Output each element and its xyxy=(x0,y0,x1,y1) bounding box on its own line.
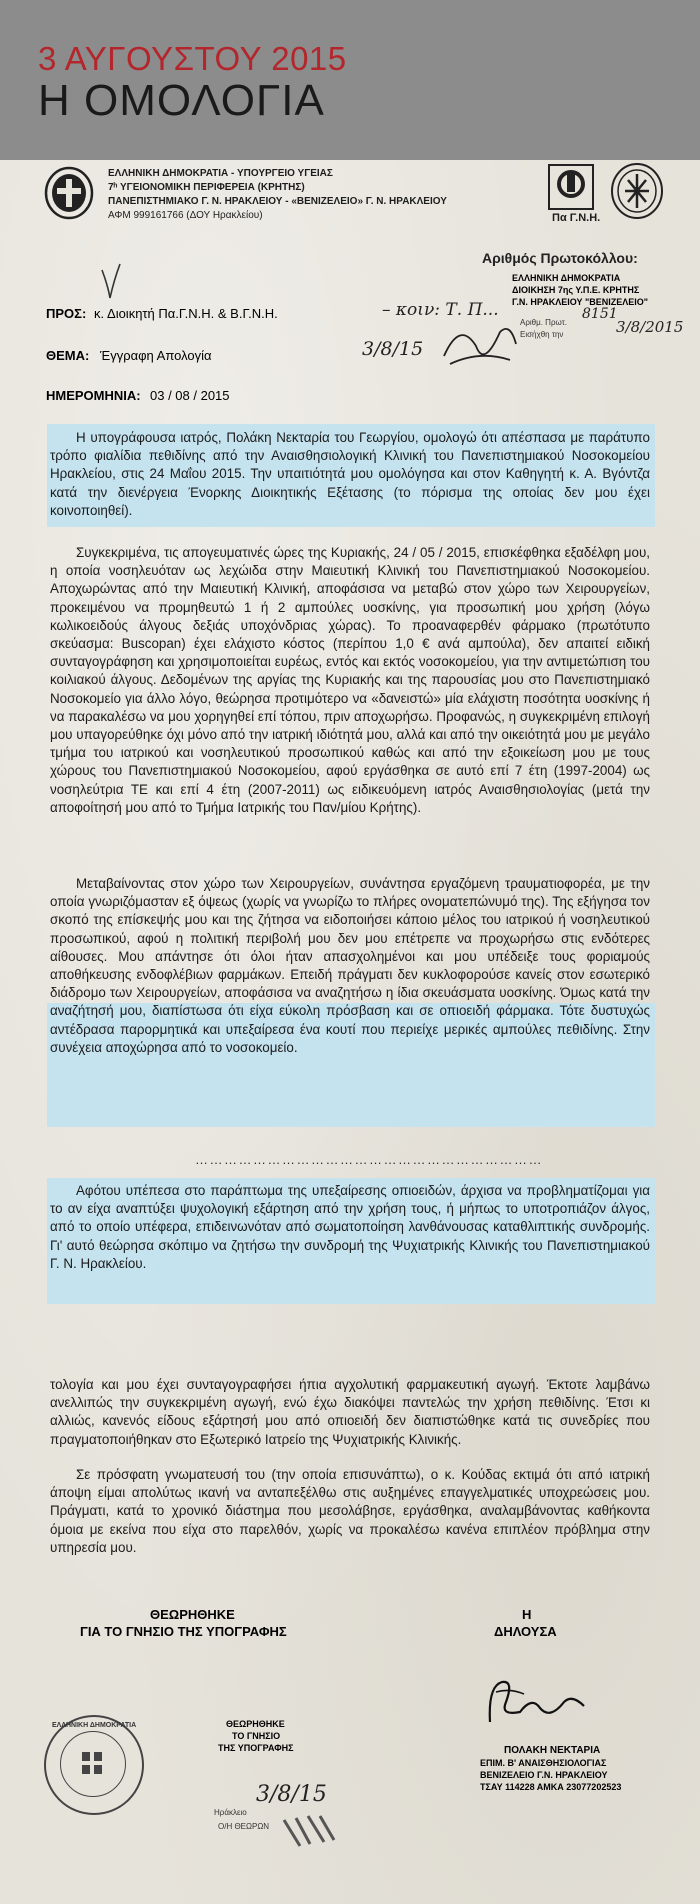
verify-stamp-l2: ΤΟ ΓΝΗΣΙΟ xyxy=(232,1731,281,1741)
protocol-stamp-line2: ΔΙΟΙΚΗΣΗ 7ης Υ.Π.Ε. ΚΡΗΤΗΣ xyxy=(512,285,640,295)
letterhead-line4: ΑΦΜ 999161766 (ΔΟΥ Ηρακλείου) xyxy=(108,210,263,221)
letterhead-line3: ΠΑΝΕΠΙΣΤΗΜΙΑΚΟ Γ. Ν. ΗΡΑΚΛΕΙΟΥ - «ΒΕΝΙΖΕΛΕΙΟ» Γ. Ν. ΗΡΑΚΛΕΙΟΥ xyxy=(108,196,447,207)
header-band xyxy=(0,0,700,160)
paragraph-confession: Η υπογράφουσα ιατρός, Πολάκη Νεκταρία του Γεωργίου, ομολογώ ότι απέσπασα με παράτυπο τρόπο φιαλίδια πεθιδίνης από την Αναισθησιολογική Κλινική του Πανεπιστημιακού Νοσοκομείου Ηρακλείου, στις 24 Μαΐου 2015. Την υπαιτιότητά μου ομολόγησα και στον Καθηγητή κ. Α. Βγόντζα κατά την διενέργεια Ένορκης Διοικητικής Εξέτασης (το πόρισμα της οποίας δεν μου έχει κοινοποιηθεί). xyxy=(50,430,650,518)
left-sign-line2: ΓΙΑ ΤΟ ΓΝΗΣΙΟ ΤΗΣ ΥΠΟΓΡΑΦΗΣ xyxy=(80,1624,287,1639)
declarant-role2: ΒΕΝΙΖΕΛΕΙΟ Γ.Ν. ΗΡΑΚΛΕΙΟΥ xyxy=(480,1770,608,1780)
verify-stamp-l1: ΘΕΩΡΗΘΗΚΕ xyxy=(226,1719,285,1729)
header-title: Η ΟΜΟΛΟΓΙΑ xyxy=(38,76,325,125)
header-date: 3 ΑΥΓΟΥΣΤΟΥ 2015 xyxy=(38,40,347,77)
protocol-stamp-date: 3/8/2015 xyxy=(616,318,684,336)
pros-value: κ. Διοικητή Πα.Γ.Ν.Η. & Β.Γ.Ν.Η. xyxy=(94,306,278,321)
pagnh-logo-icon xyxy=(548,164,594,210)
protocol-stamp-arith: Αριθμ. Πρωτ. xyxy=(520,318,568,327)
paragraph-psychiatric: Αφότου υπέπεσα στο παράπτωμα της υπεξαίρεσης οπιοειδών, άρχισα να προβληματίζομαι για το αν είχα αναπτύξει ψυχολογική εξάρτηση από την χρήση τους, ή μήπως το υποτροπιάζον άλγος, από το οποίο υπέφερα, επιδεινωνόταν από σωματοποίηση λανθάνουσας καταθλιπτικής συνδρομής. Γι' αυτό θεώρησα σκόπιμο να ζητήσω την συνδρομή της Ψυχιατρικής Κλινικής του Πανεπιστημιακού Γ. Ν. Ηρακλείου. xyxy=(50,1183,650,1271)
protocol-stamp-eiseo: Εισήχθη την xyxy=(520,330,564,339)
protocol-stamp-line3: Γ.Ν. ΗΡΑΚΛΕΙΟΥ "ΒΕΝΙΖΕΛΕΙΟ" xyxy=(512,297,649,307)
left-sign-line1: ΘΕΩΡΗΘΗΚΕ xyxy=(150,1607,235,1622)
thema-label: ΘΕΜΑ: xyxy=(46,348,90,363)
signature-scribble-icon xyxy=(440,316,520,376)
paragraph-surgery-visit xyxy=(50,875,650,1057)
verify-stamp-l4: Ο/Η ΘΕΩΡΩΝ xyxy=(218,1822,270,1831)
verify-signature-icon xyxy=(280,1810,340,1850)
paragraph-treatment: τολογία και μου έχει συνταγογραφήσει ήπια αγχολυτική φαρμακευτική αγωγή. Έκτοτε λαμβάνω ανελλιπώς την συγκεκριμένη αγωγή, ενώ έχω διακόψει παντελώς την χρήση πεθιδίνης. Έτσι κι αλλιώς, κανενός είδους εξάρτησή μου από οπιοειδή δεν διαπιστώθηκε κατά τις συνεδρίες που πραγματοποιήθηκαν στο Εξωτερικό Ιατρείο της Ψυχιατρικής Κλινικής. xyxy=(50,1377,650,1447)
thema-value: Έγγραφη Απολογία xyxy=(100,348,212,363)
protocol-stamp-number: 8151 xyxy=(582,306,618,322)
verify-stamp-date: 3/8/15 xyxy=(256,1782,327,1807)
paragraph-fitness: Σε πρόσφατη γνωματευσή του (την οποία επισυνάπτω), ο κ. Κούδας εκτιμά ότι από ιατρική άποψη είμαι απολύτως ικανή να ανταπεξέλθω στις αυξημένες επαγγελματικές υποχρεώσεις μου. Πράγματι, κατά το χρονικό διάστημα που μεσολάβησε, εργάσθηκα, αναλαμβάνοντας καθήκοντα όμοια με εκείνα που είχα στο παρελθόν, χωρίς να προκαλέσω κανένα επιπλέον πρόβλημα στην υπηρεσία μου. xyxy=(50,1467,650,1555)
declarant-role1: ΕΠΙΜ. Β' ΑΝΑΙΣΘΗΣΙΟΛΟΓΙΑΣ xyxy=(480,1758,607,1768)
declarant-ids: ΤΣΑΥ 114228 ΑΜΚΑ 23077202523 xyxy=(480,1782,622,1792)
pros-handwritten: – κοιν: Τ. Π... xyxy=(382,300,499,320)
right-sign-line2: ΔΗΛΟΥΣΑ xyxy=(494,1624,557,1639)
surgery-visit-part2: Επειδή πράγματι δεν κυκλοφορούσε κανείς στον εσωτερικό διάδρομο των Χειρουργείων, αποφάσισα να αναζητήσω η ίδια σκευάσματα υοσκίνης. Όμως κατά την αναζήτησή μου, διαπίστωσα ότι είχα εύκολη πρόσβαση και σε οπιοειδή φάρμακα. Τότε δυστυχώς αντέδρασα παρορμητικά και υπεξαίρεσα ένα κουτί που περιείχε μερικές αμπούλες πεθιδίνης. Στην συνέχεια αποχώρησα από το νοσοκομείο. xyxy=(50,967,650,1055)
verify-stamp-l3: ΤΗΣ ΥΠΟΓΡΑΦΗΣ xyxy=(218,1743,294,1753)
protocol-stamp-line1: ΕΛΛΗΝΙΚΗ ΔΗΜΟΚΡΑΤΙΑ xyxy=(512,273,621,283)
venizeleio-logo-icon xyxy=(610,162,664,220)
round-seal-text: ΕΛΛΗΝΙΚΗ ΔΗΜΟΚΡΑΤΙΑ xyxy=(52,1722,137,1729)
pagnh-logo-text: Πα Γ.Ν.Η. xyxy=(552,212,601,224)
check-mark-icon xyxy=(100,262,122,302)
letterhead-line1: ΕΛΛΗΝΙΚΗ ΔΗΜΟΚΡΑΤΙΑ - ΥΠΟΥΡΓΕΙΟ ΥΓΕΙΑΣ xyxy=(108,168,333,179)
pros-label: ΠΡΟΣ: xyxy=(46,306,87,321)
paragraph-details: Συγκεκριμένα, τις απογευματινές ώρες της Κυριακής, 24 / 05 / 2015, επισκέφθηκα εξαδέλφη μου, η οποία νοσηλευόταν ως λεχώιδα στην Μαιευτική Κλινική του Πανεπιστημιακού Νοσοκομείου. Αποχωρώντας από την Μαιευτική Κλινική, αποφάσισα να μεταβώ στον χώρο των Χειρουργείων, προκειμένου να προμηθευτώ 1 ή 2 αμπούλες υοσκίνης, για προσωπική μου χρήση (λόγω κωλικοειδούς άλγους δεξιάς υποχόνδριας χώρας). Το προαναφερθέν φάρμακο (πρωτότυπο σκεύασμα: Buscopan) έχει ελάχιστο κόστος (περίπου 1,0 € ανά αμπούλα), δεν απαιτεί ειδική συνταγογράφηση και χρησιμοποιείται ευρέως, εντός και εκτός νοσοκομείου, για την αντιμετώπιση του κοιλιακού άλγους. Δεδομένων της αργίας της Κυριακής και της παρουσίας μου στο Πανεπιστημιακό Νοσοκομείο για άλλο λόγο, θεώρησα προτιμότερο να «δανειστώ» μία ελάχιστη ποσότητα υοσκίνης ή να παρακαλέσω να μου χορηγηθεί επί τόπου, πριν αποχωρήσω. Προφανώς, η συγκεκριμένη επιλογή μου υπαγορεύθηκε όχι μόνο από την ιατρική ιδιότητά μου, αλλά και από την οικειότητά μου με μεγάλο τμήμα του ιατρικού και νοσηλευτικού προσωπικού καθώς και από την εξοικείωση μου με τους χώρους του Πανεπιστημιακού Νοσοκομείου, αφού εργάσθηκα σε αυτό επί 7 έτη (1997-2004) ως νοσηλεύτρια ΤΕ και επί 4 έτη (2007-2011) ως ειδικευόμενη ιατρός Αναισθησιολογίας (μετά την αποφοίτησή μου από το Τμήμα Ιατρικής του Παν/μίου Κρήτης). xyxy=(50,545,650,815)
protocol-label: Αριθμός Πρωτοκόλλου: xyxy=(482,250,638,266)
declarant-signature-icon xyxy=(480,1672,590,1732)
right-sign-line1: Η xyxy=(522,1607,532,1622)
hand-date: 3/8/15 xyxy=(362,338,424,360)
date-label: ΗΜΕΡΟΜΗΝΙΑ: xyxy=(46,388,141,403)
dotted-separator: ……………………………………………………………… xyxy=(195,1152,543,1167)
letterhead-line2: 7ʰ ΥΓΕΙΟΝΟΜΙΚΗ ΠΕΡΙΦΕΡΕΙΑ (ΚΡΗΤΗΣ) xyxy=(108,182,305,193)
greek-emblem-icon xyxy=(44,166,94,220)
surgery-visit-part1: Μεταβαίνοντας στον χώρο των Χειρουργείων, συνάντησα εργαζόμενη τραυματιοφορέα, με την οποία γνωριζόμασταν εξ όψεως (χωρίς να γνωρίζω το πλήρες ονοματεπώνυμό της). Της εξήγησα τον σκοπό της επίσκεψής μου και της ζήτησα να ειδοποιήσει κάποιο μέλος του ιατρικού ή νοσηλευτικού προσωπικού, αφού η πολιτική περιβολή μου δεν μου επέτρεπε να προχωρήσω στις ενδότερες αίθουσες. Μου απάντησε ότι όλοι ήταν απασχολημένοι και μου υπέδειξε τους φοριαμούς αποθήκευσης ενδοφλέβιων φαρμάκων. xyxy=(50,876,650,983)
seal-emblem-icon xyxy=(78,1748,106,1778)
declarant-name: ΠΟΛΑΚΗ ΝΕΚΤΑΡΙΑ xyxy=(504,1745,601,1756)
date-value: 03 / 08 / 2015 xyxy=(150,388,230,403)
verify-stamp-l5: Ηράκλειο xyxy=(214,1808,247,1817)
